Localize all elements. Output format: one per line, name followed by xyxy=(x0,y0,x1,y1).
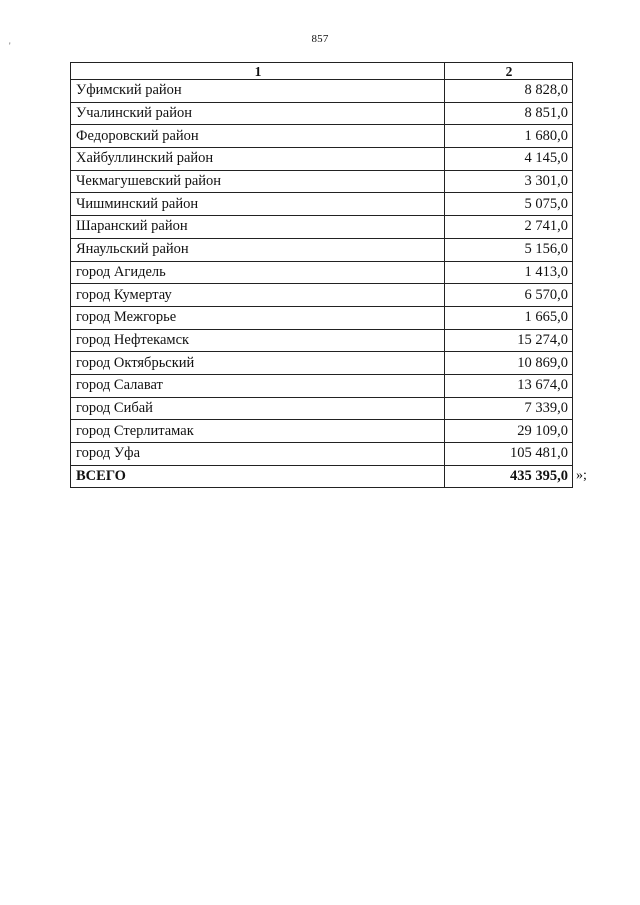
table-body xyxy=(71,63,573,488)
amount-cell: 8 828,0 xyxy=(445,80,573,103)
municipality-name-cell: Хайбуллинский район xyxy=(71,148,445,171)
table-row xyxy=(71,352,573,375)
amount-cell: 5 156,0 xyxy=(445,238,573,261)
amount-cell: 15 274,0 xyxy=(445,329,573,352)
table-row xyxy=(71,261,573,284)
municipality-name-cell: город Межгорье xyxy=(71,306,445,329)
municipality-name-cell: город Стерлитамак xyxy=(71,420,445,443)
municipality-name-cell: город Агидель xyxy=(71,261,445,284)
margin-mark: ' xyxy=(9,41,11,51)
table-row xyxy=(71,216,573,239)
table-row xyxy=(71,329,573,352)
amount-cell: 6 570,0 xyxy=(445,284,573,307)
table-row xyxy=(71,125,573,148)
column-header-2: 2 xyxy=(445,63,573,80)
municipality-name-cell: Чекмагушевский район xyxy=(71,170,445,193)
total-label-cell: ВСЕГО xyxy=(71,465,445,488)
municipality-name-cell: город Кумертау xyxy=(71,284,445,307)
table-row xyxy=(71,374,573,397)
amount-cell: 4 145,0 xyxy=(445,148,573,171)
municipality-name-cell: Учалинский район xyxy=(71,102,445,125)
municipality-name-cell: Чишминский район xyxy=(71,193,445,216)
appropriations-table xyxy=(70,62,573,488)
amount-cell: 105 481,0 xyxy=(445,443,573,466)
table-row xyxy=(71,80,573,103)
table-row xyxy=(71,397,573,420)
closing-quote-mark: »; xyxy=(576,468,587,483)
table-row xyxy=(71,102,573,125)
table-row xyxy=(71,238,573,261)
column-header-1: 1 xyxy=(71,63,445,80)
amount-cell: 8 851,0 xyxy=(445,102,573,125)
municipality-name-cell: город Октябрьский xyxy=(71,352,445,375)
amount-cell: 1 680,0 xyxy=(445,125,573,148)
amount-cell: 7 339,0 xyxy=(445,397,573,420)
municipality-name-cell: Федоровский район xyxy=(71,125,445,148)
amount-cell: 3 301,0 xyxy=(445,170,573,193)
municipality-name-cell: город Сибай xyxy=(71,397,445,420)
table-row xyxy=(71,306,573,329)
amount-cell: 2 741,0 xyxy=(445,216,573,239)
municipality-name-cell: Уфимский район xyxy=(71,80,445,103)
municipality-name-cell: город Уфа xyxy=(71,443,445,466)
table-row xyxy=(71,193,573,216)
municipality-name-cell: город Салават xyxy=(71,374,445,397)
table-row xyxy=(71,284,573,307)
table-row xyxy=(71,170,573,193)
total-row xyxy=(71,465,573,488)
page-number: 857 xyxy=(311,33,329,45)
amount-cell: 13 674,0 xyxy=(445,374,573,397)
amount-cell: 29 109,0 xyxy=(445,420,573,443)
table-row xyxy=(71,420,573,443)
amount-cell: 5 075,0 xyxy=(445,193,573,216)
table-row xyxy=(71,148,573,171)
table-row xyxy=(71,443,573,466)
municipality-name-cell: Шаранский район xyxy=(71,216,445,239)
municipality-name-cell: Янаульский район xyxy=(71,238,445,261)
amount-cell: 1 413,0 xyxy=(445,261,573,284)
total-amount-cell: 435 395,0 xyxy=(445,465,573,488)
municipality-name-cell: город Нефтекамск xyxy=(71,329,445,352)
amount-cell: 10 869,0 xyxy=(445,352,573,375)
amount-cell: 1 665,0 xyxy=(445,306,573,329)
table-header-row xyxy=(71,63,573,80)
